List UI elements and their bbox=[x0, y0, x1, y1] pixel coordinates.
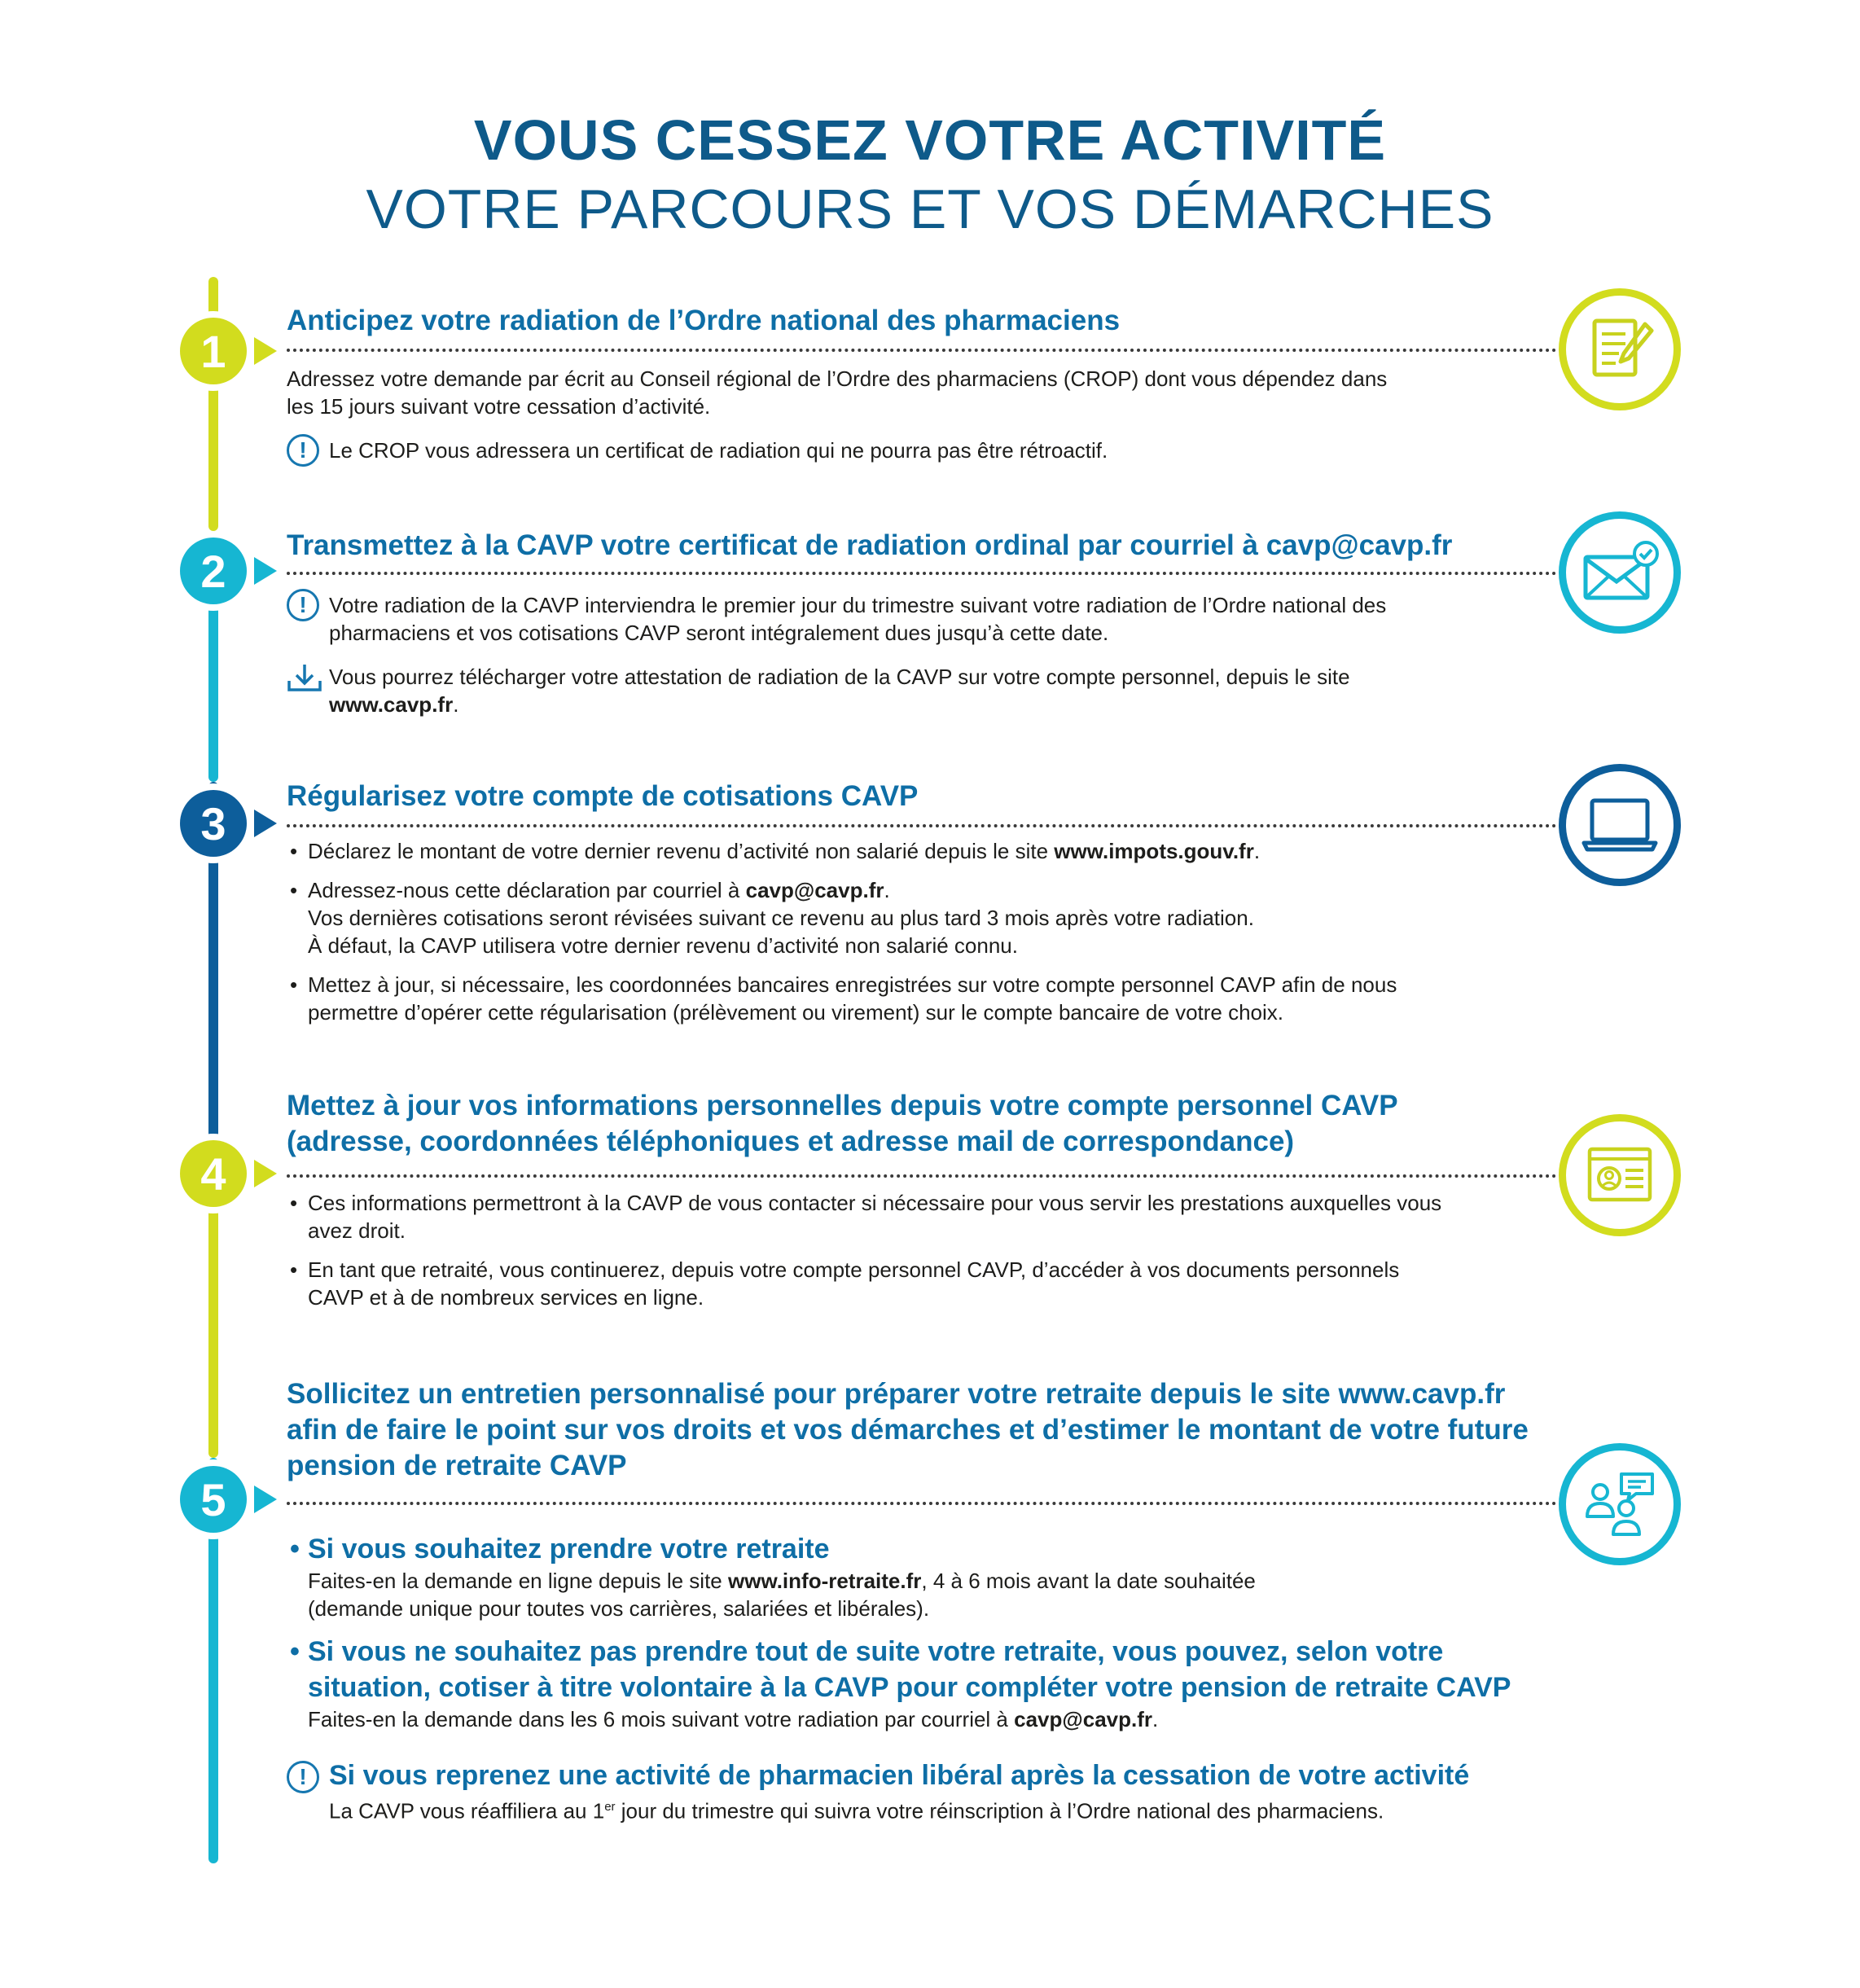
step-1-note-text: Le CROP vous adressera un certificat de radiation qui ne pourra pas être rétroactif. bbox=[329, 438, 1108, 463]
envelope-check-icon bbox=[1579, 536, 1660, 609]
step-3-bullet-2-line3: À défaut, la CAVP utilisera votre dernier revenu d’activité non salarié connu. bbox=[308, 933, 1018, 958]
step-5-arrow bbox=[254, 1486, 277, 1513]
step-3-bullet-2-text: Adressez-nous cette déclaration par courriel à bbox=[308, 878, 746, 902]
step-3-heading: Régularisez votre compte de cotisations CAVP bbox=[287, 780, 919, 812]
step-5-option-1-line2: (demande unique pour toutes vos carrières, salariées et libérales). bbox=[308, 1596, 930, 1621]
download-icon bbox=[287, 663, 326, 718]
page-subtitle: VOTRE PARCOURS ET VOS DÉMARCHES bbox=[366, 178, 1494, 240]
step-5-note-title: Si vous reprenez une activité de pharmacien libéral après la cessation de votre activité bbox=[329, 1760, 1470, 1791]
step-5-note-sup: er bbox=[604, 1800, 616, 1814]
step-4-badge: 4 bbox=[180, 1140, 247, 1207]
step-4-bullet-2: • En tant que retraité, vous continuerez, depuis votre compte personnel CAVP, d’accéder à vos documents personnels CAVP et à de nombreux services en ligne. bbox=[290, 1256, 1443, 1311]
step-5-heading-line3: pension de retraite CAVP bbox=[287, 1450, 627, 1481]
impots-link[interactable]: www.impots.gouv.fr bbox=[1054, 839, 1254, 863]
step-5-option-1-title: Si vous souhaitez prendre votre retraite bbox=[308, 1534, 830, 1565]
step-5-heading-line2: afin de faire le point sur vos droits et vos démarches et d’estimer le montant de votre future bbox=[287, 1414, 1529, 1446]
step-4-divider bbox=[287, 1174, 1557, 1178]
step-2-badge: 2 bbox=[180, 538, 247, 604]
cavp-email-link[interactable]: cavp@cavp.fr bbox=[745, 878, 884, 902]
people-chat-icon bbox=[1581, 1468, 1659, 1541]
step-3-bullet-1-end: . bbox=[1253, 839, 1261, 863]
step-5-icon-ring bbox=[1559, 1443, 1681, 1565]
step-5-heading bbox=[287, 1376, 1529, 1484]
step-5-heading-line1: Sollicitez un entretien personnalisé pour préparer votre retraite depuis le site www.cavp.fr bbox=[287, 1378, 1506, 1410]
step-5-note bbox=[287, 1758, 1557, 1825]
document-pen-icon bbox=[1583, 313, 1656, 386]
step-2-icon-ring bbox=[1559, 511, 1681, 634]
page-title: VOUS CESSEZ VOTRE ACTIVITÉ bbox=[473, 108, 1387, 172]
step-3-badge: 3 bbox=[180, 790, 247, 857]
step-2-download-text: Vous pourrez télécharger votre attestation de radiation de la CAVP sur votre compte personnel, depuis le site bbox=[329, 665, 1350, 689]
step-5-option-1: • Si vous souhaitez prendre votre retraite Faites-en la demande en ligne depuis le site www.info-retraite.fr, 4 à 6 mois avant la date souhaitée (demande unique pour toutes vos carrières, salariées et libérales). bbox=[290, 1531, 1557, 1622]
step-5-option-1-text: Faites-en la demande en ligne depuis le site bbox=[308, 1569, 728, 1593]
step-4-heading-line1: Mettez à jour vos informations personnelles depuis votre compte personnel CAVP bbox=[287, 1090, 1398, 1121]
timeline-segment-1 bbox=[208, 277, 218, 531]
step-2-download bbox=[287, 663, 1410, 718]
step-4-body bbox=[287, 1189, 1443, 1311]
step-5-note-text-a: La CAVP vous réaffiliera au 1 bbox=[329, 1798, 605, 1823]
exclamation-icon: ! bbox=[287, 1761, 319, 1793]
step-5-option-2-title-line2: situation, cotiser à titre volontaire à la CAVP pour compléter votre pension de retraite CAVP bbox=[308, 1672, 1511, 1703]
step-2-note-text: Votre radiation de la CAVP interviendra le premier jour du trimestre suivant votre radiation de l’Ordre national des pharmaciens et vos cotisations CAVP seront intégralement dues jusqu’à cette date. bbox=[329, 593, 1387, 645]
info-retraite-link[interactable]: www.info-retraite.fr bbox=[728, 1569, 922, 1593]
step-5-option-2-text: Faites-en la demande dans les 6 mois suivant votre radiation par courriel à bbox=[308, 1707, 1015, 1731]
step-2-heading: Transmettez à la CAVP votre certificat de radiation ordinal par courriel à cavp@cavp.fr bbox=[287, 529, 1453, 561]
step-5-option-1-end: , 4 à 6 mois avant la date souhaitée bbox=[921, 1569, 1256, 1593]
step-3-arrow bbox=[254, 810, 277, 837]
step-4-heading bbox=[287, 1088, 1398, 1160]
step-5-option-2: • Si vous ne souhaitez pas prendre tout de suite votre retraite, vous pouvez, selon votre situation, cotiser à titre volontaire à la CAVP pour compléter votre pension de retraite CAVP Faites-en la demande dans les 6 mois suivant votre radiation par courriel à cavp@cavp.fr. bbox=[290, 1634, 1557, 1733]
step-2-arrow bbox=[254, 557, 277, 585]
step-2-download-end: . bbox=[453, 692, 459, 717]
step-1-divider bbox=[287, 349, 1557, 352]
step-5-note-text-b: jour du trimestre qui suivra votre réinscription à l’Ordre national des pharmaciens. bbox=[615, 1798, 1384, 1823]
step-4-heading-line2: (adresse, coordonnées téléphoniques et adresse mail de correspondance) bbox=[287, 1126, 1295, 1157]
step-1-icon-ring bbox=[1559, 288, 1681, 410]
step-2-note bbox=[287, 591, 1410, 647]
step-5-body bbox=[287, 1531, 1557, 1825]
step-4-bullet-1: • Ces informations permettront à la CAVP de vous contacter si nécessaire pour vous servir les prestations auxquelles vous avez droit. bbox=[290, 1191, 1442, 1243]
laptop-icon bbox=[1579, 792, 1660, 858]
step-5-option-2-end: . bbox=[1152, 1707, 1159, 1731]
step-4-bullet-2-text: En tant que retraité, vous continuerez, depuis votre compte personnel CAVP, d’accéder à vos documents personnels CAVP et à de nombreux services en ligne. bbox=[308, 1257, 1400, 1310]
step-2-body bbox=[287, 591, 1410, 718]
cavp-email-link-2[interactable]: cavp@cavp.fr bbox=[1014, 1707, 1153, 1731]
step-3-bullet-3: • Mettez à jour, si nécessaire, les coordonnées bancaires enregistrées sur votre compte personnel CAVP afin de nous permettre d’opérer cette régularisation (prélèvement ou virement) sur le compte bancaire de votre choix. bbox=[290, 971, 1443, 1026]
step-3-bullet-2-end: . bbox=[884, 878, 890, 902]
step-5-badge: 5 bbox=[180, 1466, 247, 1533]
step-1-heading: Anticipez votre radiation de l’Ordre national des pharmaciens bbox=[287, 305, 1121, 336]
step-1-body bbox=[287, 365, 1394, 467]
step-3-bullet-1-text: Déclarez le montant de votre dernier revenu d’activité non salarié depuis le site bbox=[308, 839, 1055, 863]
step-1-text: Adressez votre demande par écrit au Conseil régional de l’Ordre des pharmaciens (CROP) dont vous dépendez dans les 15 jours suivant votre cessation d’activité. bbox=[287, 366, 1388, 419]
step-3-bullet-2-line2: Vos dernières cotisations seront révisées suivant ce revenu au plus tard 3 mois après votre radiation. bbox=[308, 906, 1254, 930]
step-1-note bbox=[287, 437, 1394, 467]
step-4-bullet-1-text: Ces informations permettront à la CAVP de vous contacter si nécessaire pour vous servir les prestations auxquelles vous avez droit. bbox=[308, 1191, 1442, 1243]
step-2-divider bbox=[287, 572, 1557, 575]
step-4-arrow bbox=[254, 1160, 277, 1187]
step-1-arrow bbox=[254, 337, 277, 365]
exclamation-icon: ! bbox=[287, 434, 319, 467]
step-4-icon-ring bbox=[1559, 1114, 1681, 1236]
step-1-badge: 1 bbox=[180, 318, 247, 384]
step-3-bullet-2: • Adressez-nous cette déclaration par courriel à cavp@cavp.fr. Vos dernières cotisations seront révisées suivant ce revenu au plus tard 3 mois après votre radiation. À défaut, la CAVP utilisera votre dernier revenu d’activité non salarié connu. bbox=[290, 878, 1254, 958]
step-3-bullet-1: • Déclarez le montant de votre dernier revenu d’activité non salarié depuis le site www.impots.gouv.fr. bbox=[290, 839, 1261, 863]
step-3-divider bbox=[287, 824, 1557, 827]
step-5-divider bbox=[287, 1502, 1557, 1505]
profile-card-icon bbox=[1583, 1143, 1656, 1208]
step-3-icon-ring bbox=[1559, 764, 1681, 886]
step-3-bullet-3-text: Mettez à jour, si nécessaire, les coordonnées bancaires enregistrées sur votre compte personnel CAVP afin de nous permettre d’opérer cette régularisation (prélèvement ou virement) sur le compte bancaire de votre choix. bbox=[308, 972, 1397, 1025]
exclamation-icon: ! bbox=[287, 589, 319, 621]
cavp-site-link[interactable]: www.cavp.fr bbox=[329, 692, 454, 717]
step-3-body bbox=[287, 837, 1443, 1026]
step-5-option-2-title-line1: Si vous ne souhaitez pas prendre tout de suite votre retraite, vous pouvez, selon votre bbox=[308, 1636, 1444, 1667]
